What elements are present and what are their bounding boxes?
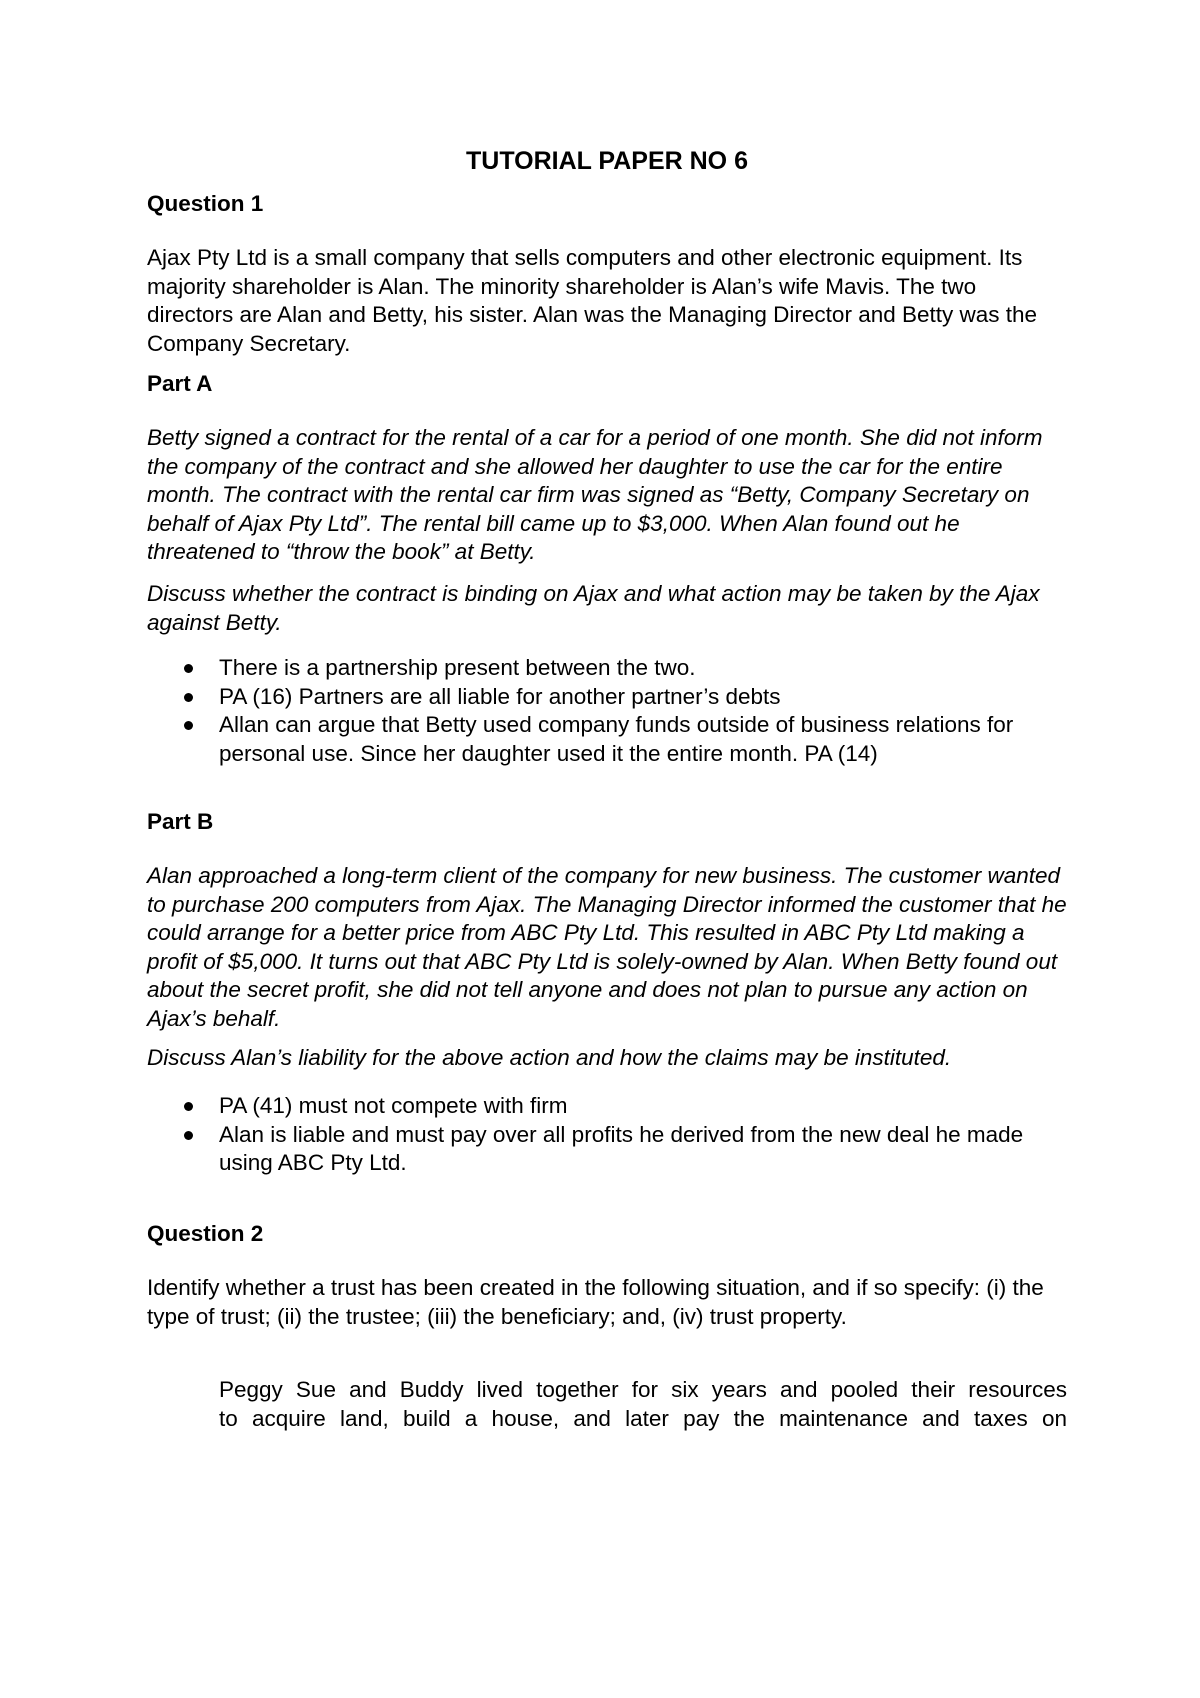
question-1-intro: Ajax Pty Ltd is a small company that sells computers and other electronic equipment. Its majority shareholder is Alan. The minority shareholder is Alan’s wife Mavis. The two directors are Alan and Betty, his sister. Alan was the Managing Director and Betty was the Company Secretary. — [147, 245, 1038, 356]
list-item-text: PA (16) Partners are all liable for another partner’s debts — [219, 683, 781, 709]
question-2-intro: Identify whether a trust has been created in the following situation, and if so specify: (i) the type of trust; (ii) the trustee; (iii) the beneficiary; and, (iv) trust property. — [147, 1275, 1044, 1329]
scenario-line: Peggy Sue and Buddy lived together for six years and pooled their resources — [219, 1377, 1067, 1402]
list-item-text: Alan is liable and must pay over all profits he derived from the new deal he made using ABC Pty Ltd. — [219, 1121, 1024, 1175]
part-a-answer-list — [147, 654, 1067, 768]
bullet-icon — [184, 1102, 193, 1111]
part-a-heading: Part A — [147, 371, 213, 396]
list-item-text: PA (41) must not compete with firm — [219, 1093, 568, 1118]
bullet-icon — [184, 664, 193, 673]
part-b-answer-list — [147, 1092, 1067, 1178]
question-2-heading: Question 2 — [147, 1221, 264, 1246]
list-item — [147, 654, 1067, 683]
list-item — [147, 711, 1067, 768]
bullet-icon — [184, 1131, 193, 1140]
page-title: TUTORIAL PAPER NO 6 — [466, 147, 748, 175]
bullet-icon — [184, 721, 193, 730]
question-1-heading: Question 1 — [147, 191, 264, 216]
list-item-text: Allan can argue that Betty used company funds outside of business relations for personal use. Since her daughter used it the entire month. PA (14) — [219, 712, 1014, 766]
list-item — [147, 1092, 1067, 1121]
list-item-text: There is a partnership present between the two. — [219, 655, 696, 680]
part-b-heading: Part B — [147, 809, 214, 834]
part-b-scenario: Alan approached a long-term client of the company for new business. The customer wanted to purchase 200 computers from Ajax. The Managing Director informed the customer that he could arrange for a better price from ABC Pty Ltd. This resulted in ABC Pty Ltd making a profit of $5,000. It turns out that ABC Pty Ltd is solely-owned by Alan. When Betty found out about the secret profit, she did not tell anyone and does not plan to pursue any action on Ajax’s behalf. — [147, 863, 1067, 1031]
scenario-line: to acquire land, build a house, and later pay the maintenance and taxes on — [219, 1405, 1067, 1431]
list-item — [147, 1121, 1067, 1178]
part-b-task: Discuss Alan’s liability for the above action and how the claims may be instituted. — [147, 1045, 952, 1070]
question-2-scenario — [219, 1376, 1067, 1433]
part-a-scenario: Betty signed a contract for the rental of a car for a period of one month. She did not inform the company of the contract and she allowed her daughter to use the car for the entire month. The contract with the rental car firm was signed as “Betty, Company Secretary on behalf of Ajax Pty Ltd”. The rental bill came up to $3,000. When Alan found out he threatened to “throw the book” at Betty. — [147, 425, 1043, 564]
part-a-task: Discuss whether the contract is binding on Ajax and what action may be taken by the Ajax against Betty. — [147, 581, 1040, 635]
bullet-icon — [184, 693, 193, 702]
list-item — [147, 683, 1067, 712]
